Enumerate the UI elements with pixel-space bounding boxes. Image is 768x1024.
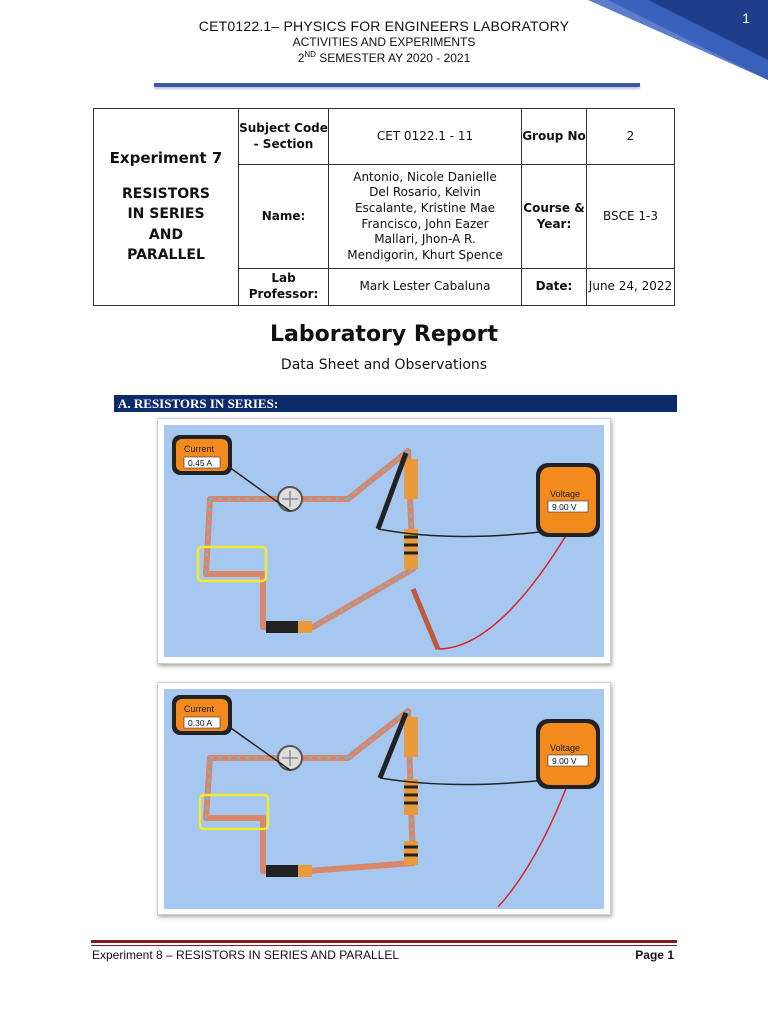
experiment-number: Experiment 7 xyxy=(109,148,223,167)
current-label: Current xyxy=(184,704,215,714)
subject-code-label: Subject Code - Section xyxy=(239,109,329,165)
course-label: Course & Year: xyxy=(522,165,587,269)
voltage-value: 9.00 V xyxy=(552,502,577,512)
report-subtitle: Data Sheet and Observations xyxy=(280,357,488,373)
report-title: Laboratory Report xyxy=(270,322,498,347)
group-label: Group No xyxy=(522,109,587,165)
current-label: Current xyxy=(184,444,215,454)
page-number-top: 1 xyxy=(742,10,750,26)
simulation-screenshot-1 xyxy=(157,418,611,664)
footer-title: Experiment 8 – RESISTORS IN SERIES AND PARALLEL xyxy=(92,948,400,962)
names-value: Antonio, Nicole Danielle Del Rosario, Kelvin Escalante, Kristine Mae Francisco, John Eazer Mallari, Jhon-A R. Mendigorin, Khurt Spence xyxy=(329,165,522,269)
header-rule xyxy=(154,83,640,87)
current-value: 0.45 A xyxy=(188,458,213,468)
experiment-cell xyxy=(94,109,239,306)
voltage-label: Voltage xyxy=(550,489,581,499)
footer-page-number: Page 1 xyxy=(635,948,674,962)
group-value: 2 xyxy=(587,109,675,165)
professor-value: Mark Lester Cabaluna xyxy=(329,269,522,306)
current-value: 0.30 A xyxy=(188,718,213,728)
course-value: BSCE 1-3 xyxy=(587,165,675,269)
footer-rule xyxy=(91,940,677,943)
name-label: Name: xyxy=(239,165,329,269)
date-label: Date: xyxy=(522,269,587,306)
voltage-label: Voltage xyxy=(550,743,581,753)
battery xyxy=(266,621,298,633)
header-course-title: CET0122.1– PHYSICS FOR ENGINEERS LABORATORY xyxy=(198,18,570,34)
simulation-screenshot-2 xyxy=(157,682,611,915)
date-value: June 24, 2022 xyxy=(587,269,675,306)
document-header xyxy=(0,18,768,65)
header-semester: 2ND SEMESTER AY 2020 - 2021 xyxy=(297,50,471,65)
experiment-info-table xyxy=(93,108,675,306)
professor-label: Lab Professor: xyxy=(239,269,329,306)
section-a-heading: A. RESISTORS IN SERIES: xyxy=(114,395,677,412)
resistor xyxy=(404,459,418,499)
subject-code-value: CET 0122.1 - 11 xyxy=(329,109,522,165)
experiment-title: RESISTORS IN SERIES AND PARALLEL xyxy=(121,186,211,264)
footer-rule-thin xyxy=(91,945,677,946)
voltage-value: 9.00 V xyxy=(552,756,577,766)
header-subtitle: ACTIVITIES AND EXPERIMENTS xyxy=(292,35,476,49)
